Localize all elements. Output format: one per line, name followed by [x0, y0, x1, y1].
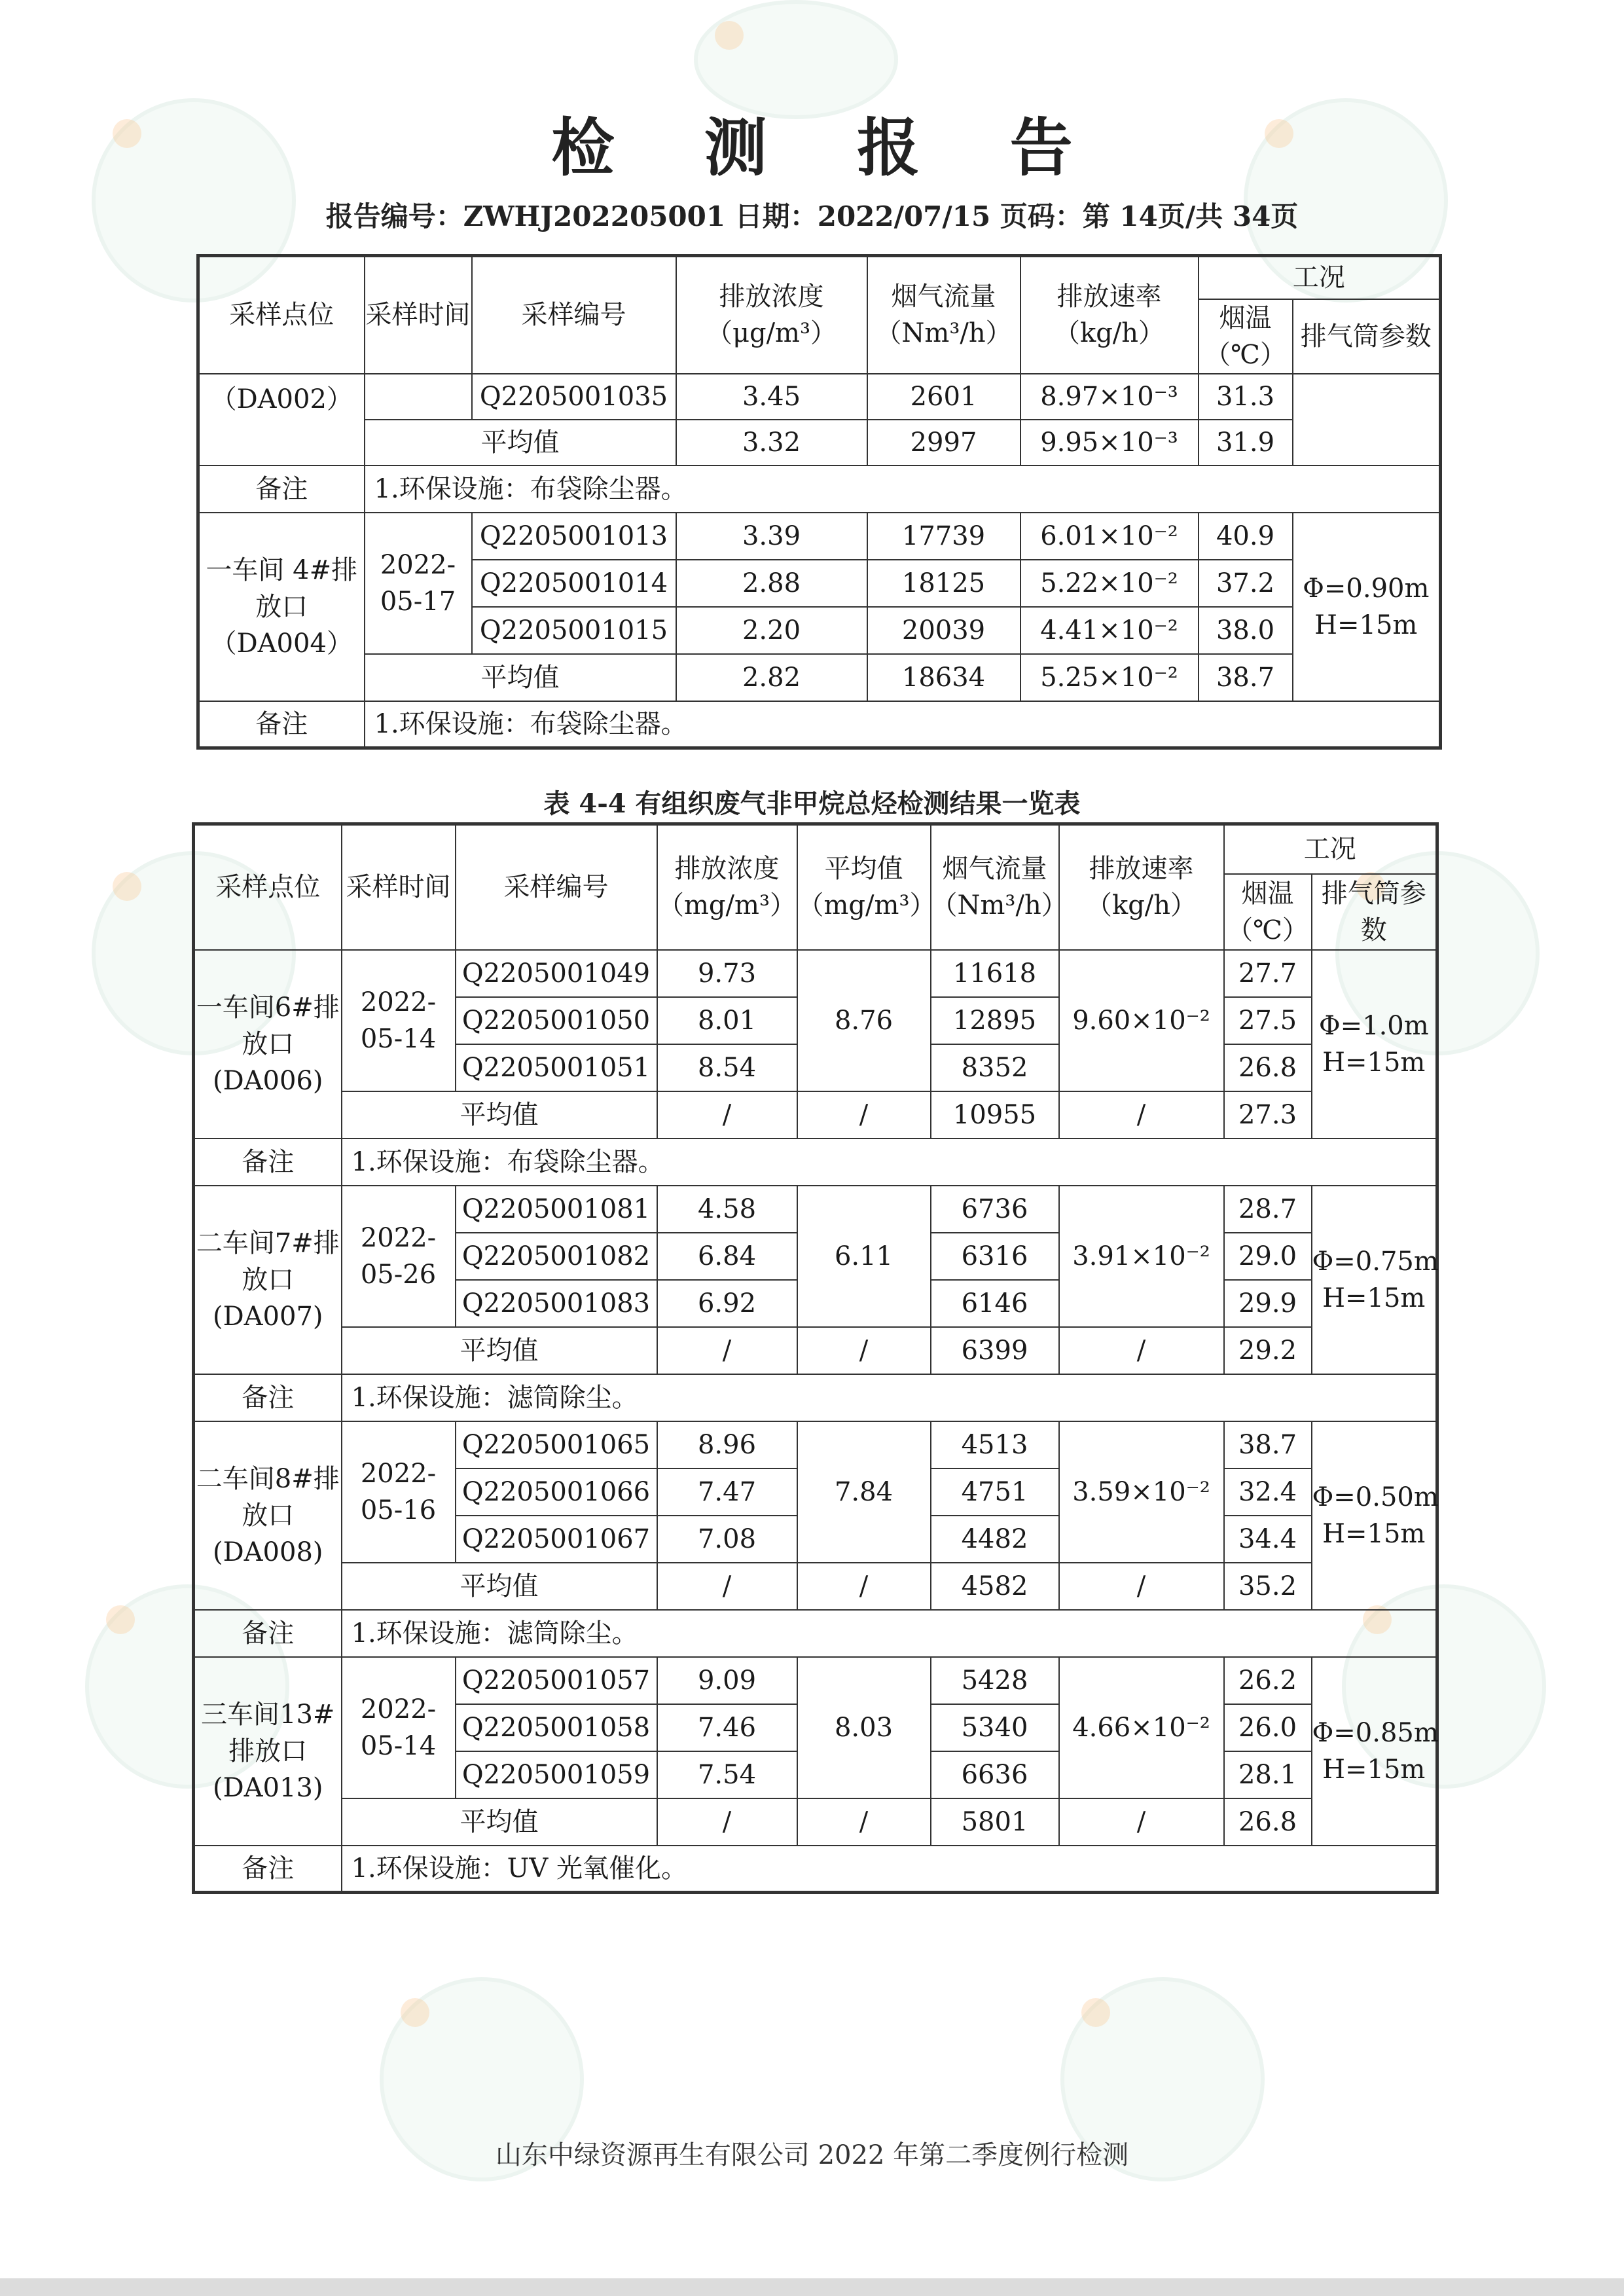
note-row	[194, 1374, 1437, 1421]
cell-temp: 38.0	[1199, 607, 1293, 654]
cell-flow: 6736	[931, 1186, 1059, 1233]
cell-point: （DA002）	[198, 374, 365, 465]
header-point: 采样点位	[194, 824, 342, 950]
header-time: 采样时间	[342, 824, 456, 950]
cell-point: 二车间7#排放口(DA007)	[194, 1186, 342, 1374]
average-row	[194, 1327, 1437, 1374]
cell-point: 一车间6#排放口(DA006)	[194, 950, 342, 1139]
header-conc: 排放浓度（μg/m³）	[676, 256, 867, 374]
cell-rate: 8.97×10⁻³	[1020, 374, 1199, 420]
avg-temp: 35.2	[1224, 1563, 1312, 1610]
avg-mean: /	[797, 1798, 931, 1846]
cell-stack: Φ=0.50m H=15m	[1312, 1421, 1437, 1610]
cell-conc: 9.09	[657, 1657, 797, 1704]
cell-code: Q2205001014	[472, 560, 676, 607]
avg-label: 平均值	[342, 1563, 657, 1610]
avg-flow: 6399	[931, 1327, 1059, 1374]
cell-rate: 3.91×10⁻²	[1059, 1186, 1224, 1327]
cell-code: Q2205001059	[456, 1751, 657, 1798]
avg-flow: 18634	[867, 654, 1020, 701]
cell-temp: 34.4	[1224, 1516, 1312, 1563]
cell-temp: 26.0	[1224, 1704, 1312, 1751]
cell-conc: 6.84	[657, 1233, 797, 1280]
cell-conc: 7.08	[657, 1516, 797, 1563]
cell-time: 2022-05-14	[342, 950, 456, 1091]
report-meta: 报告编号：ZWHJ202205001 日期：2022/07/15 页码：第 14页/共 34页	[325, 200, 1299, 232]
cell-flow: 4513	[931, 1421, 1059, 1468]
avg-flow: 10955	[931, 1091, 1059, 1139]
cell-flow: 11618	[931, 950, 1059, 997]
header-flow: 烟气流量（Nm³/h）	[931, 824, 1059, 950]
cell-time: 2022-05-17	[365, 513, 472, 654]
scan-edge	[0, 2278, 1624, 2296]
cell-conc: 9.73	[657, 950, 797, 997]
avg-label: 平均值	[342, 1798, 657, 1846]
cell-stack: Φ=0.85m H=15m	[1312, 1657, 1437, 1846]
cell-flow: 18125	[867, 560, 1020, 607]
header-temp: 烟温（℃）	[1199, 299, 1293, 374]
cell-flow: 6316	[931, 1233, 1059, 1280]
cell-point: 二车间8#排放口(DA008)	[194, 1421, 342, 1610]
average-row	[194, 1091, 1437, 1139]
note-label: 备注	[194, 1610, 342, 1657]
cell-flow: 6636	[931, 1751, 1059, 1798]
cell-stack: Φ=0.90m H=15m	[1293, 513, 1441, 701]
note-text: 1.环保设施：布袋除尘器。	[365, 701, 1441, 748]
avg-conc: /	[657, 1091, 797, 1139]
header-flow: 烟气流量（Nm³/h）	[867, 256, 1020, 374]
note-text: 1.环保设施：UV 光氧催化。	[342, 1846, 1437, 1893]
cell-rate: 3.59×10⁻²	[1059, 1421, 1224, 1563]
header-stack: 排气筒参数	[1293, 299, 1441, 374]
header-stack: 排气筒参数	[1312, 874, 1437, 950]
avg-flow: 2997	[867, 420, 1020, 465]
cell-temp: 31.3	[1199, 374, 1293, 420]
table-row	[194, 1421, 1437, 1468]
cell-temp: 28.1	[1224, 1751, 1312, 1798]
cell-code: Q2205001083	[456, 1280, 657, 1327]
cell-mean: 8.76	[797, 950, 931, 1091]
avg-rate: /	[1059, 1327, 1224, 1374]
table-caption: 表 4-4 有组织废气非甲烷总烃检测结果一览表	[543, 788, 1081, 819]
cell-code: Q2205001015	[472, 607, 676, 654]
cell-mean: 6.11	[797, 1186, 931, 1327]
avg-rate: /	[1059, 1563, 1224, 1610]
note-label: 备注	[194, 1139, 342, 1186]
header-point: 采样点位	[198, 256, 365, 374]
note-text: 1.环保设施：滤筒除尘。	[342, 1610, 1437, 1657]
cell-code: Q2205001013	[472, 513, 676, 560]
cell-flow: 12895	[931, 997, 1059, 1044]
cell-temp: 32.4	[1224, 1468, 1312, 1516]
cell-conc: 7.54	[657, 1751, 797, 1798]
note-text: 1.环保设施：布袋除尘器。	[365, 465, 1441, 513]
cell-rate: 4.41×10⁻²	[1020, 607, 1199, 654]
note-label: 备注	[194, 1846, 342, 1893]
cell-code: Q2205001051	[456, 1044, 657, 1091]
header-code: 采样编号	[456, 824, 657, 950]
avg-mean: /	[797, 1327, 931, 1374]
cell-temp: 37.2	[1199, 560, 1293, 607]
cell-code: Q2205001050	[456, 997, 657, 1044]
cell-code: Q2205001067	[456, 1516, 657, 1563]
avg-temp: 29.2	[1224, 1327, 1312, 1374]
avg-rate: /	[1059, 1091, 1224, 1139]
avg-conc: /	[657, 1563, 797, 1610]
report-title: 检 测 报 告	[551, 111, 1107, 185]
avg-conc: /	[657, 1798, 797, 1846]
cell-flow: 20039	[867, 607, 1020, 654]
cell-temp: 27.5	[1224, 997, 1312, 1044]
note-label: 备注	[198, 701, 365, 748]
cell-conc: 2.20	[676, 607, 867, 654]
cell-conc: 7.47	[657, 1468, 797, 1516]
header-mean: 平均值（mg/m³）	[797, 824, 931, 950]
cell-conc: 8.96	[657, 1421, 797, 1468]
avg-conc: /	[657, 1327, 797, 1374]
avg-temp: 27.3	[1224, 1091, 1312, 1139]
note-row	[194, 1139, 1437, 1186]
avg-label: 平均值	[342, 1091, 657, 1139]
avg-label: 平均值	[365, 420, 676, 465]
cell-code: Q2205001049	[456, 950, 657, 997]
cell-rate: 5.22×10⁻²	[1020, 560, 1199, 607]
table-row	[194, 950, 1437, 997]
cell-mean: 7.84	[797, 1421, 931, 1563]
cell-temp: 28.7	[1224, 1186, 1312, 1233]
cell-rate: 4.66×10⁻²	[1059, 1657, 1224, 1798]
cell-conc: 7.46	[657, 1704, 797, 1751]
header-code: 采样编号	[472, 256, 676, 374]
note-row	[194, 1610, 1437, 1657]
avg-label: 平均值	[342, 1327, 657, 1374]
avg-mean: /	[797, 1563, 931, 1610]
cell-flow: 4482	[931, 1516, 1059, 1563]
header-rate: 排放速率（kg/h）	[1059, 824, 1224, 950]
cell-flow: 6146	[931, 1280, 1059, 1327]
cell-conc: 8.54	[657, 1044, 797, 1091]
cell-code: Q2205001058	[456, 1704, 657, 1751]
cell-time: 2022-05-26	[342, 1186, 456, 1327]
avg-temp: 31.9	[1199, 420, 1293, 465]
cell-flow: 8352	[931, 1044, 1059, 1091]
average-row	[194, 1798, 1437, 1846]
cell-rate: 9.60×10⁻²	[1059, 950, 1224, 1091]
cell-conc: 2.88	[676, 560, 867, 607]
cell-flow: 17739	[867, 513, 1020, 560]
cell-temp: 40.9	[1199, 513, 1293, 560]
table-row	[194, 1657, 1437, 1704]
header-conc: 排放浓度（mg/m³）	[657, 824, 797, 950]
avg-mean: /	[797, 1091, 931, 1139]
cell-flow: 2601	[867, 374, 1020, 420]
cell-flow: 5340	[931, 1704, 1059, 1751]
cell-temp: 26.2	[1224, 1657, 1312, 1704]
cell-time	[365, 374, 472, 420]
cell-conc: 3.39	[676, 513, 867, 560]
cell-stack	[1293, 374, 1441, 465]
cell-time: 2022-05-14	[342, 1657, 456, 1798]
cell-point: 一车间 4#排放口（DA004）	[198, 513, 365, 701]
cell-conc: 6.92	[657, 1280, 797, 1327]
avg-rate: 5.25×10⁻²	[1020, 654, 1199, 701]
cell-mean: 8.03	[797, 1657, 931, 1798]
cell-code: Q2205001057	[456, 1657, 657, 1704]
note-label: 备注	[194, 1374, 342, 1421]
note-label: 备注	[198, 465, 365, 513]
header-condition: 工况	[1224, 824, 1437, 874]
cell-code: Q2205001082	[456, 1233, 657, 1280]
cell-temp: 38.7	[1224, 1421, 1312, 1468]
cell-code: Q2205001035	[472, 374, 676, 420]
cell-temp: 26.8	[1224, 1044, 1312, 1091]
table-row	[194, 1186, 1437, 1233]
cell-stack: Φ=0.75m H=15m	[1312, 1186, 1437, 1374]
results-table-2	[192, 822, 1439, 1894]
avg-flow: 5801	[931, 1798, 1059, 1846]
cell-conc: 8.01	[657, 997, 797, 1044]
header-time: 采样时间	[365, 256, 472, 374]
note-text: 1.环保设施：滤筒除尘。	[342, 1374, 1437, 1421]
note-text: 1.环保设施：布袋除尘器。	[342, 1139, 1437, 1186]
avg-temp: 26.8	[1224, 1798, 1312, 1846]
avg-conc: 2.82	[676, 654, 867, 701]
avg-temp: 38.7	[1199, 654, 1293, 701]
header-condition: 工况	[1199, 256, 1441, 299]
cell-flow: 5428	[931, 1657, 1059, 1704]
avg-rate: 9.95×10⁻³	[1020, 420, 1199, 465]
cell-point: 三车间13#排放口(DA013)	[194, 1657, 342, 1846]
cell-flow: 4751	[931, 1468, 1059, 1516]
note-row	[194, 1846, 1437, 1893]
cell-time: 2022-05-16	[342, 1421, 456, 1563]
cell-code: Q2205001065	[456, 1421, 657, 1468]
cell-rate: 6.01×10⁻²	[1020, 513, 1199, 560]
header-temp: 烟温（℃）	[1224, 874, 1312, 950]
avg-flow: 4582	[931, 1563, 1059, 1610]
page-footer: 山东中绿资源再生有限公司 2022 年第二季度例行检测	[495, 2140, 1129, 2170]
avg-label: 平均值	[365, 654, 676, 701]
cell-temp: 27.7	[1224, 950, 1312, 997]
cell-conc: 4.58	[657, 1186, 797, 1233]
cell-temp: 29.9	[1224, 1280, 1312, 1327]
cell-conc: 3.45	[676, 374, 867, 420]
results-table-1	[196, 254, 1442, 750]
average-row	[194, 1563, 1437, 1610]
avg-conc: 3.32	[676, 420, 867, 465]
cell-code: Q2205001066	[456, 1468, 657, 1516]
avg-rate: /	[1059, 1798, 1224, 1846]
cell-code: Q2205001081	[456, 1186, 657, 1233]
header-rate: 排放速率（kg/h）	[1020, 256, 1199, 374]
cell-temp: 29.0	[1224, 1233, 1312, 1280]
cell-stack: Φ=1.0m H=15m	[1312, 950, 1437, 1139]
